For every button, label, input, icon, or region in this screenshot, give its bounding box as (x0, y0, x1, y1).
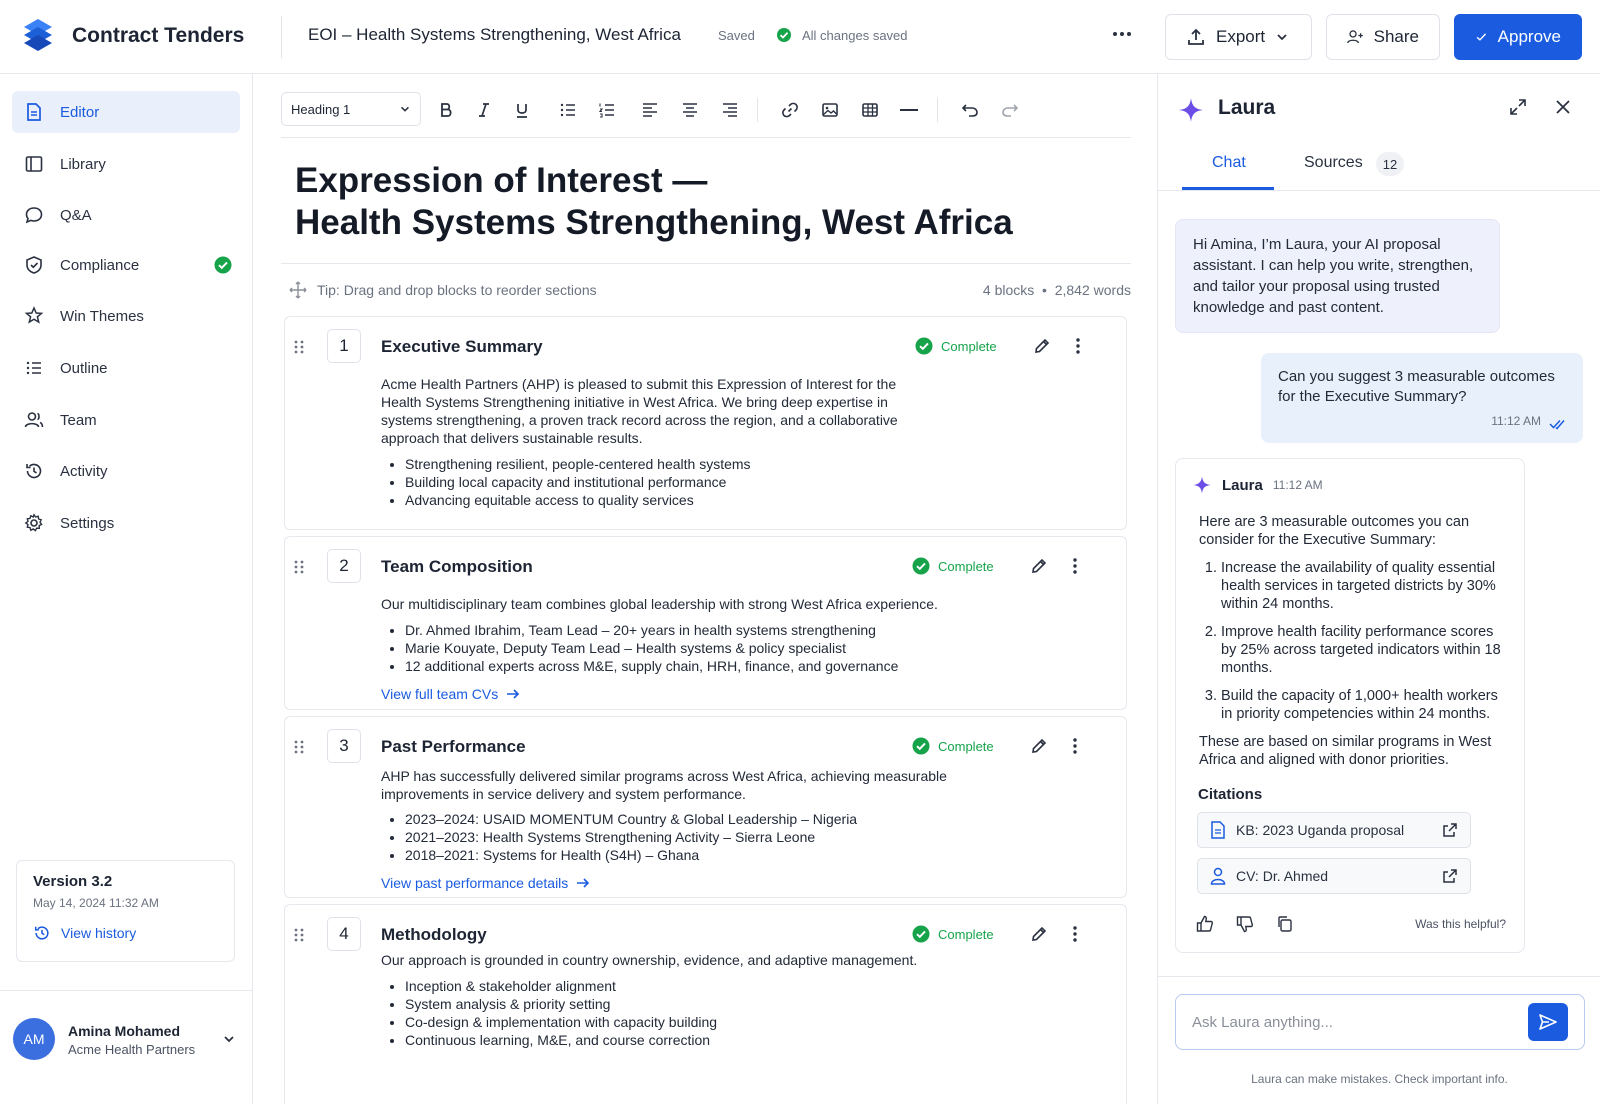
sidebar-item-win-themes[interactable] (12, 295, 240, 337)
reply-outro: These are based on similar programs in West Africa and aligned with donor priorities. (1199, 734, 1492, 768)
image-icon[interactable] (818, 98, 842, 122)
check-circle-icon (912, 925, 930, 943)
star-badge-icon (24, 306, 44, 326)
chevron-down-icon (399, 103, 411, 115)
chat-input[interactable]: Ask Laura anything... (1175, 994, 1585, 1050)
list-item: • Co-design & implementation with capacity building (405, 1013, 981, 1031)
block-bullets (381, 455, 926, 509)
sources-count-badge: 12 (1376, 152, 1404, 176)
bold-icon[interactable] (434, 98, 458, 122)
link-label: View past performance details (381, 875, 569, 891)
list-item: • 2018–2021: Systems for Health (S4H) – Ghana (405, 846, 981, 864)
status-label: Complete (938, 738, 994, 754)
block-bullets (381, 621, 981, 675)
drag-handle-icon[interactable] (293, 559, 305, 575)
reply-intro: Here are 3 measurable outcomes you can consider for the Executive Summary: (1199, 514, 1470, 548)
status-label: Complete (938, 926, 994, 942)
align-center-icon[interactable] (678, 98, 702, 122)
gear-icon (24, 513, 44, 533)
undo-icon[interactable] (958, 98, 982, 122)
user-name: Amina Mohamed (68, 1023, 181, 1039)
share-button[interactable] (1326, 14, 1440, 60)
user-icon (1210, 867, 1226, 885)
content-block[interactable] (284, 716, 1127, 898)
list-item: 3. Build the capacity of 1,000+ health workers in priority competencies within 24 months. (1221, 687, 1509, 723)
users-icon (24, 410, 44, 430)
avatar[interactable]: AM (13, 1018, 55, 1060)
block-body (381, 375, 926, 509)
read-receipt-icon (1549, 418, 1567, 430)
app-logo-icon (20, 17, 56, 55)
chevron-down-icon[interactable] (222, 1032, 236, 1046)
copy-icon[interactable] (1276, 915, 1294, 933)
app-title: Contract Tenders (72, 24, 245, 47)
more-vertical-icon[interactable] (1072, 925, 1078, 943)
block-paragraph: AHP has successfully delivered similar programs across West Africa, achieving measurable improvements in service delivery and system performance. (381, 768, 947, 802)
user-org: Acme Health Partners (68, 1042, 196, 1057)
document-heading-line2: Health Systems Strengthening, West Africa (295, 203, 1013, 242)
block-paragraph: Our approach is grounded in country ownership, evidence, and adaptive management. (381, 952, 918, 968)
list-item: • Advancing equitable access to quality services (405, 491, 926, 509)
divider (0, 990, 253, 991)
divider (1158, 976, 1600, 977)
block-bullets (381, 977, 981, 1049)
citation-label: KB: 2023 Uganda proposal (1236, 822, 1405, 838)
redo-icon[interactable] (998, 98, 1022, 122)
status-badge (915, 337, 997, 355)
document-icon (24, 102, 44, 122)
list-item: • Strengthening resilient, people-centered health systems (405, 455, 926, 473)
assistant-panel (1157, 74, 1600, 1104)
sidebar-item-outline[interactable] (12, 347, 240, 389)
status-label: Complete (938, 558, 994, 574)
view-team-cvs-link[interactable] (381, 685, 981, 703)
list-item: • 12 additional experts across M&E, supply chain, HRH, finance, and governance (405, 657, 981, 675)
stats-separator: • (1042, 282, 1047, 298)
block-bullets (381, 810, 981, 864)
sidebar-item-label: Q&A (60, 206, 92, 224)
send-icon (1538, 1012, 1558, 1032)
block-number: 3 (327, 729, 361, 763)
block-title: Past Performance (381, 737, 526, 756)
library-icon (24, 154, 44, 174)
version-title: Version 3.2 (33, 873, 113, 890)
check-circle-icon (776, 27, 792, 43)
status-badge (912, 737, 994, 755)
edit-icon[interactable] (1030, 737, 1048, 755)
chat-bubble-icon (24, 205, 44, 225)
divider (281, 263, 1131, 264)
file-icon (1210, 821, 1226, 839)
block-body (381, 951, 981, 1049)
table-icon[interactable] (858, 98, 882, 122)
words-count: 2,842 words (1054, 282, 1131, 298)
drag-handle-icon[interactable] (293, 739, 305, 755)
status-badge (912, 925, 994, 943)
numbered-list-icon[interactable] (595, 98, 619, 122)
document-title[interactable]: EOI – Health Systems Strengthening, West Africa (308, 25, 681, 44)
approve-button[interactable] (1454, 14, 1582, 60)
text-style-select[interactable] (281, 92, 421, 126)
list-item: • System analysis & priority setting (405, 995, 981, 1013)
sidebar (0, 74, 253, 1104)
history-icon (33, 924, 51, 942)
sidebar-item-label: Library (60, 155, 106, 173)
all-changes-saved-label: All changes saved (802, 28, 908, 43)
view-past-performance-link[interactable] (381, 874, 981, 892)
add-user-icon (1347, 27, 1364, 47)
list-item: • Inception & stakeholder alignment (405, 977, 981, 995)
move-icon (289, 281, 307, 299)
italic-icon[interactable] (472, 98, 496, 122)
check-circle-icon (912, 737, 930, 755)
sidebar-item-label: Win Themes (60, 307, 144, 325)
tab-chat[interactable]: Chat (1212, 154, 1246, 171)
block-paragraph: Our multidisciplinary team combines global leadership with strong West Africa experience. (381, 596, 938, 612)
status-badge (912, 557, 994, 575)
assistant-greeting-message: Hi Amina, I’m Laura, your AI proposal assistant. I can help you write, strengthen, and tailor your proposal using trusted knowledge and past content. (1175, 219, 1500, 333)
sparkle-icon (1177, 96, 1205, 124)
citation-item[interactable] (1197, 858, 1471, 894)
sidebar-item-label: Settings (60, 514, 115, 532)
toolbar-divider (757, 98, 758, 122)
view-history-link[interactable] (33, 924, 218, 942)
saved-label: Saved (718, 28, 755, 43)
send-button[interactable] (1528, 1003, 1568, 1041)
horizontal-rule-icon[interactable] (897, 98, 921, 122)
list-item: • 2023–2024: USAID MOMENTUM Country & Global Leadership – Nigeria (405, 810, 981, 828)
version-date: May 14, 2024 11:32 AM (33, 896, 159, 910)
approve-label: Approve (1497, 27, 1561, 46)
citations-title: Citations (1198, 786, 1263, 803)
list-item: • 2021–2023: Health Systems Strengthening Activity – Sierra Leone (405, 828, 981, 846)
more-vertical-icon[interactable] (1075, 337, 1081, 355)
editor-area (253, 74, 1157, 1104)
more-vertical-icon[interactable] (1072, 737, 1078, 755)
block-title: Executive Summary (381, 337, 543, 356)
list-item: 1. Increase the availability of quality essential health services in targeted districts by 30% within 24 months. (1221, 559, 1509, 613)
shield-icon (24, 255, 44, 275)
sidebar-item-label: Team (60, 411, 97, 429)
align-right-icon[interactable] (718, 98, 742, 122)
block-number: 4 (327, 917, 361, 951)
blocks-count: 4 blocks (982, 282, 1035, 298)
content-block[interactable] (284, 904, 1127, 1104)
thumbs-down-icon[interactable] (1236, 915, 1254, 933)
list-item: • Marie Kouyate, Deputy Team Lead – Health systems & policy specialist (405, 639, 981, 657)
export-button[interactable] (1165, 14, 1312, 60)
expand-icon[interactable] (1509, 98, 1527, 116)
export-label: Export (1216, 27, 1266, 46)
list-item: 2. Improve health facility performance scores by 25% across targeted indicators within 18 months. (1221, 623, 1509, 677)
assistant-name: Laura (1218, 96, 1276, 119)
edit-icon[interactable] (1030, 557, 1048, 575)
sidebar-item-activity[interactable] (12, 450, 240, 492)
link-icon[interactable] (778, 98, 802, 122)
block-title: Methodology (381, 925, 487, 944)
underline-icon[interactable] (510, 98, 534, 122)
bullet-list-icon[interactable] (556, 98, 580, 122)
close-icon[interactable] (1554, 98, 1572, 116)
sidebar-item-label: Activity (60, 462, 108, 480)
block-body (381, 767, 981, 892)
block-number: 2 (327, 549, 361, 583)
reorder-tip (289, 281, 597, 299)
document-stats (983, 282, 1131, 298)
text-style-value: Heading 1 (291, 101, 351, 117)
version-card (16, 860, 235, 962)
block-number: 1 (327, 329, 361, 363)
list-item: • Continuous learning, M&E, and course correction (405, 1031, 981, 1049)
sidebar-item-label: Editor (60, 103, 100, 121)
formatting-toolbar (281, 92, 1131, 138)
sidebar-item-library[interactable] (12, 143, 240, 185)
list-icon (24, 358, 44, 378)
outcomes-list (1199, 559, 1509, 723)
arrow-right-icon (576, 877, 590, 889)
status-label: Complete (941, 338, 997, 354)
message-time: 11:12 AM (1491, 414, 1541, 428)
reply-author: Laura (1222, 476, 1263, 494)
compliance-check-icon (214, 256, 232, 274)
drag-handle-icon[interactable] (293, 339, 305, 355)
list-item: • Dr. Ahmed Ibrahim, Team Lead – 20+ years in health systems strengthening (405, 621, 981, 639)
upload-icon (1186, 27, 1206, 47)
edit-icon[interactable] (1033, 337, 1051, 355)
sidebar-item-qa[interactable] (12, 194, 240, 236)
document-heading[interactable] (295, 160, 1013, 244)
divider (281, 16, 282, 58)
assistant-reply-card (1175, 458, 1525, 953)
divider (1158, 190, 1600, 191)
sidebar-item-team[interactable] (12, 399, 240, 441)
external-link-icon (1442, 822, 1458, 838)
share-label: Share (1373, 27, 1419, 46)
external-link-icon (1442, 868, 1458, 884)
helpful-prompt: Was this helpful? (1415, 917, 1506, 931)
drag-handle-icon[interactable] (293, 927, 305, 943)
link-label: View full team CVs (381, 686, 499, 702)
sparkle-icon (1192, 475, 1212, 495)
view-history-label: View history (61, 925, 137, 941)
document-heading-line1: Expression of Interest — (295, 161, 708, 200)
tip-text: Tip: Drag and drop blocks to reorder sections (317, 282, 597, 298)
check-circle-icon (912, 557, 930, 575)
more-vertical-icon[interactable] (1072, 557, 1078, 575)
align-left-icon[interactable] (638, 98, 662, 122)
top-bar (0, 0, 1600, 74)
check-icon (1475, 28, 1488, 46)
reply-time: 11:12 AM (1272, 478, 1323, 492)
edit-icon[interactable] (1030, 925, 1048, 943)
sidebar-item-settings[interactable] (12, 502, 240, 544)
content-block[interactable] (284, 316, 1127, 530)
user-message (1261, 353, 1583, 443)
ai-disclaimer: Laura can make mistakes. Check important info. (1251, 1072, 1508, 1086)
toolbar-divider (937, 98, 938, 122)
history-icon (24, 461, 44, 481)
sidebar-item-label: Compliance (60, 256, 140, 274)
arrow-right-icon (506, 688, 520, 700)
block-body (381, 595, 981, 703)
list-item: • Building local capacity and institutional performance (405, 473, 926, 491)
citation-label: CV: Dr. Ahmed (1236, 868, 1329, 884)
block-title: Team Composition (381, 557, 533, 576)
sidebar-item-compliance[interactable] (12, 244, 240, 286)
sidebar-item-editor[interactable] (12, 91, 240, 133)
user-message-text: Can you suggest 3 measurable outcomes for the Executive Summary? (1278, 368, 1555, 405)
more-options-icon[interactable] (1108, 27, 1136, 41)
content-block[interactable] (284, 536, 1127, 710)
check-circle-icon (915, 337, 933, 355)
tab-sources[interactable]: Sources (1304, 154, 1363, 171)
chevron-down-icon (1275, 30, 1289, 44)
block-paragraph: Acme Health Partners (AHP) is pleased to submit this Expression of Interest for the Health Systems Strengthening initiative in West Africa. We bring deep expertise in systems strengthening, a proven track record across the region, and a collaborative approach that delivers sustainable results. (381, 376, 898, 446)
citation-item[interactable] (1197, 812, 1471, 848)
thumbs-up-icon[interactable] (1196, 915, 1214, 933)
assistant-reply-header (1192, 475, 1323, 495)
sidebar-item-label: Outline (60, 359, 108, 377)
reply-body (1199, 513, 1509, 769)
